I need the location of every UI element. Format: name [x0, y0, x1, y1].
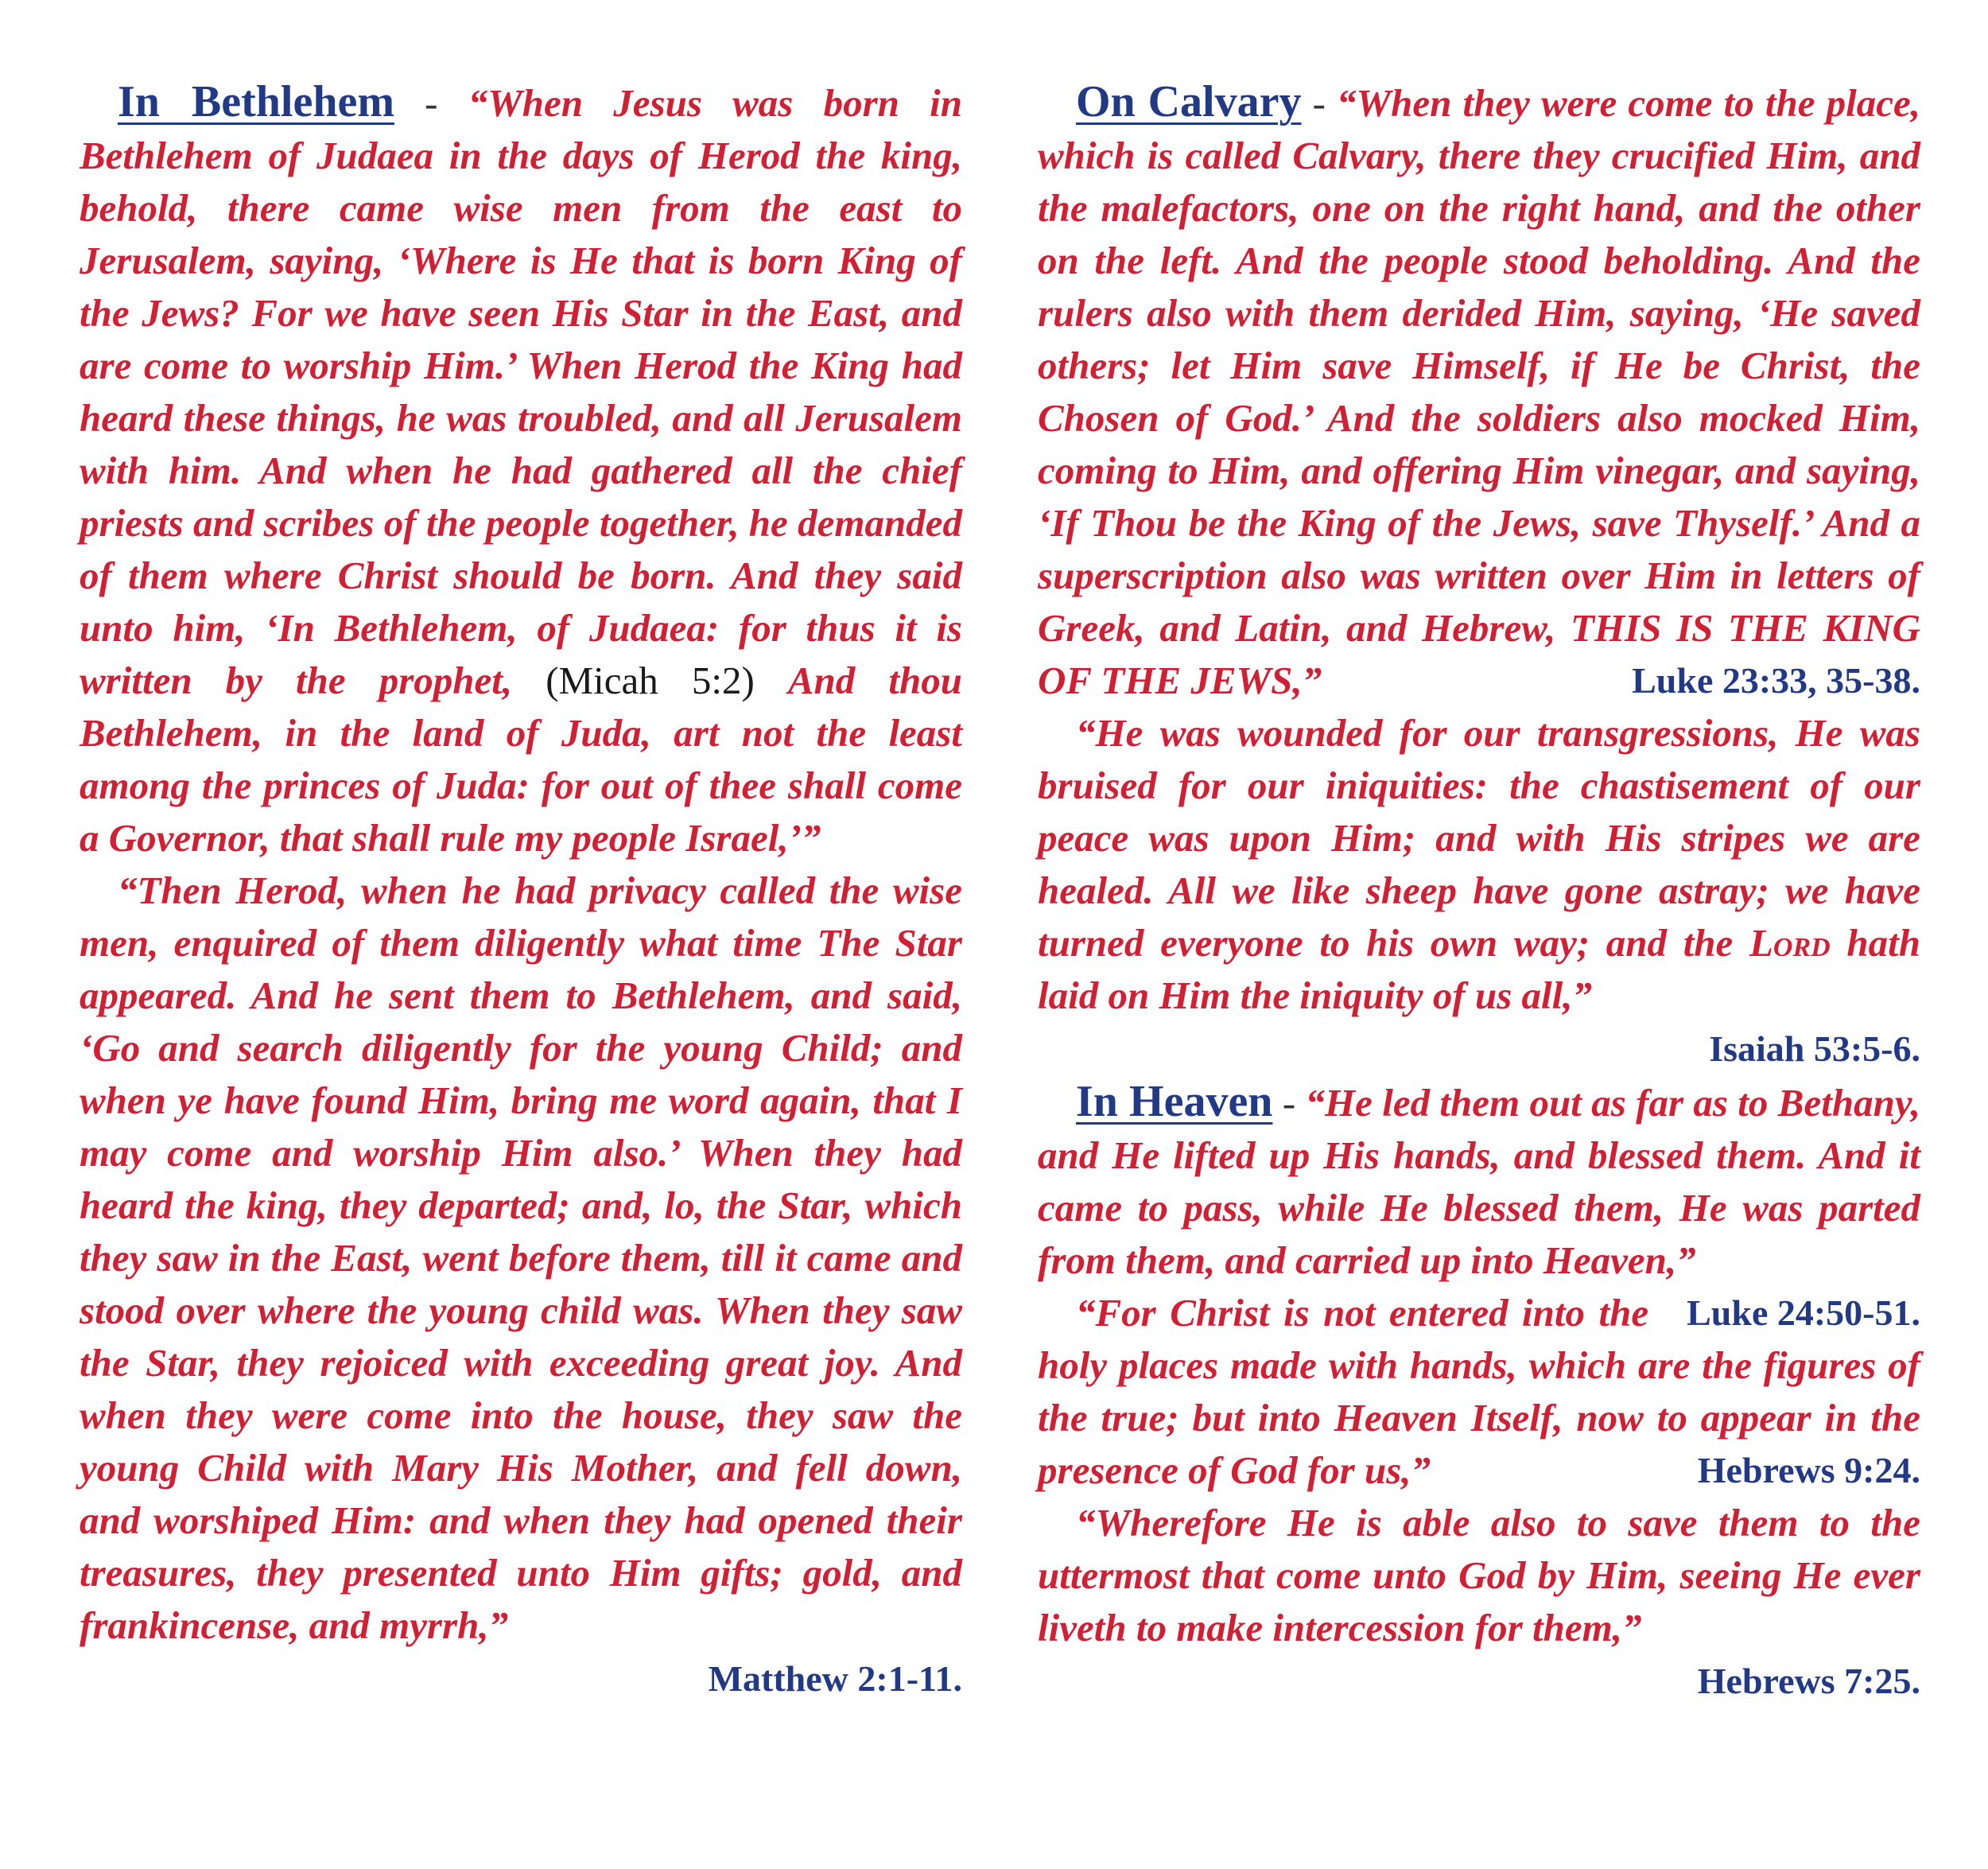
micah-reference: (Micah 5:2) — [512, 659, 788, 702]
heading-in-bethlehem: In Bethlehem — [118, 77, 394, 126]
intercession-paragraph — [1038, 1497, 1920, 1654]
heading-on-calvary: On Calvary — [1076, 77, 1302, 126]
heading-in-heaven: In Heaven — [1076, 1077, 1273, 1126]
heaven-text: “He led them out as far as to Bethany, and He lifted up His hands, and blessed them. And it came to pass, while He blessed them, He was parted from them, and carried up into Heaven,” — [1038, 1081, 1921, 1282]
holy-places-text: “For Christ is not entered into the holy places made with hands, which are the figures of the true; but into Heaven Itself, now to appear in the presence of God for us,” — [1038, 1291, 1920, 1492]
scripture-reference-hebrews-7: Hebrews 7:25. — [1697, 1661, 1920, 1701]
bethlehem-text-b: And thou Bethlehem, in the land of Juda, art not the least among the princes of Juda: for out of thee shall come a Governor, that shall rule my people Israel,’” — [80, 659, 962, 860]
lord-smallcaps: Lord — [1749, 921, 1831, 965]
intercession-text: “Wherefore He is able also to save them to the uttermost that come unto God by Him, seeing He ever liveth to make intercession for them,” — [1038, 1501, 1920, 1649]
heaven-paragraph — [1038, 1075, 1921, 1333]
isaiah-reference-line — [1038, 1022, 1920, 1075]
wounded-text-b: hath laid on Him the iniquity of us all,” — [1038, 921, 1920, 1017]
herod-text: “Then Herod, when he had privacy called the wise men, enquired of them diligently what time The Star appeared. And he sent them to Bethlehem, and said, ‘Go and search diligently for the young Child; and when ye have found Him, bring me word again, that I may come and worship Him also.’ When they had heard the king, they departed; and, lo, the Star, which they saw in the East, went before them, till it came and stood over where the young child was. When they saw the Star, they rejoiced with exceeding great joy. And when they were come into the house, they saw the young Child with Mary His Mother, and fell down, and worshiped Him: and when they had opened their treasures, they presented unto Him gifts; gold, and frankincense, and myrrh,” — [80, 868, 962, 1647]
scripture-reference-luke-23: Luke 23:33, 35-38. — [1632, 660, 1920, 701]
scripture-reference-luke-24: Luke 24:50-51. — [1687, 1292, 1920, 1333]
calvary-paragraph — [1038, 76, 1920, 707]
left-column — [80, 76, 962, 1705]
calvary-text: “When they were come to the place, which is called Calvary, there they crucified Him, and the malefactors, one on the right hand, and the other on the left. And the people stood beholding. And the rulers also with them derided Him, saying, ‘He saved others; let Him save Himself, if He be Christ, the Chosen of God.’ And the soldiers also mocked Him, coming to Him, and offering Him vinegar, and saying, ‘If Thou be the King of the Jews, save Thyself.’ And a superscription also was written over Him in letters of Greek, and Latin, and Hebrew, THIS IS THE KING OF THE JEWS,” — [1038, 81, 1920, 702]
right-column — [1038, 76, 1920, 1708]
scripture-reference-isaiah: Isaiah 53:5-6. — [1709, 1028, 1920, 1069]
scripture-reference-hebrews-9: Hebrews 9:24. — [1697, 1450, 1920, 1490]
matthew-reference-line — [80, 1652, 962, 1705]
wounded-paragraph — [1038, 707, 1920, 1022]
herod-paragraph — [80, 865, 962, 1652]
bethlehem-text-a: “When Jesus was born in Bethlehem of Judaea in the days of Herod the king, behold, there came wise men from the east to Jerusalem, saying, ‘Where is He that is born King of the Jews? For we have seen His Star in the East, and are come to worship Him.’ When Herod the King had heard these things, he was troubled, and all Jerusalem with him. And when he had gathered all the chief priests and scribes of the people together, he demanded of them where Christ should be born. And they said unto him, ‘In Bethlehem, of Judaea: for thus it is written by the prophet, — [80, 81, 962, 702]
hebrews-7-reference-line — [1038, 1654, 1920, 1708]
wounded-text-a: “He was wounded for our transgressions, He was bruised for our iniquities: the chastisement of our peace was upon Him; and with His stripes we are healed. All we like sheep have gone astray; we have turned everyone to his own way; and the — [1038, 711, 1920, 965]
scripture-reference-matthew: Matthew 2:1-11. — [708, 1658, 962, 1699]
heading-dash: - — [394, 81, 468, 125]
bethlehem-paragraph — [80, 76, 962, 865]
heading-dash: - — [1272, 1081, 1306, 1125]
heading-dash: - — [1301, 81, 1338, 125]
